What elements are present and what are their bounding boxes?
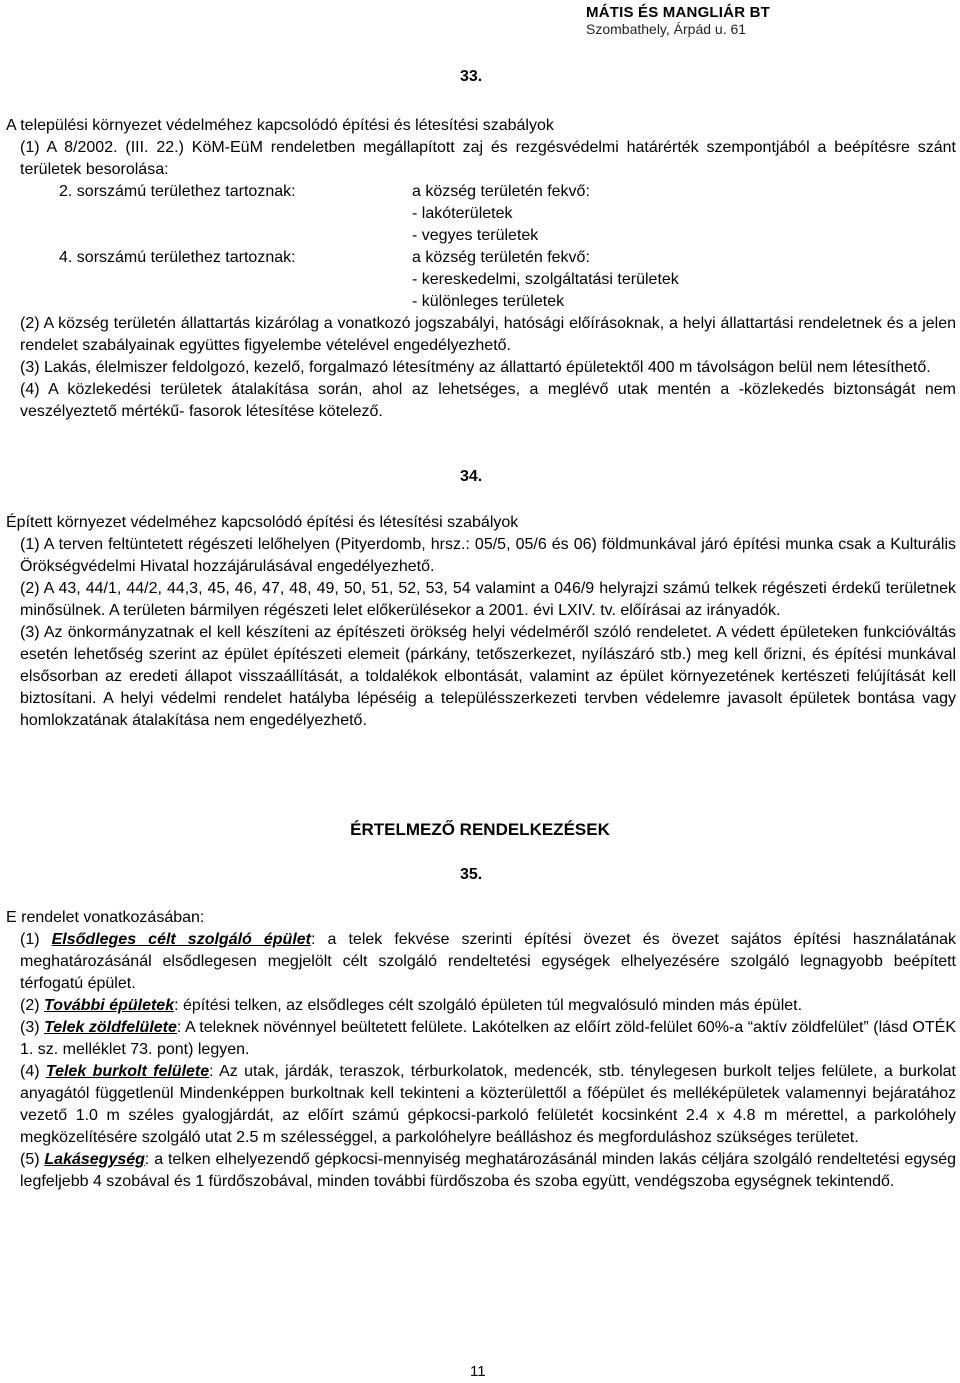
page-number: 11 — [470, 1363, 486, 1380]
section-35-number: 35. — [460, 866, 483, 883]
section-35-intro: E rendelet vonatkozásában: — [6, 909, 205, 926]
zone-row — [6, 269, 956, 291]
zone-row — [6, 203, 956, 225]
document-header — [586, 4, 770, 38]
definitions-heading: ÉRTELMEZŐ RENDELKEZÉSEK — [350, 820, 610, 839]
definition-term: Elsődleges célt szolgáló épület — [51, 931, 311, 948]
section-34-body — [6, 512, 956, 732]
definition-2: (2) További épületek: építési telken, az elsődleges célt szolgáló épületen túl megvalósuló minden más épület. — [20, 997, 803, 1014]
zone-label: 2. sorszámú területhez tartoznak: — [59, 183, 296, 200]
section-33-number: 33. — [460, 68, 483, 85]
zone-row — [6, 247, 956, 269]
zone-item: - különleges területek — [412, 293, 565, 310]
section-34-para-2: (2) A 43, 44/1, 44/2, 44,3, 45, 46, 47, 48, 49, 50, 51, 52, 53, 54 valamint a 046/9 helyrajzi számú telkek régészeti érdekű területnek minősülnek. A területen bármilyen régészeti lelet előkerülésekor a 2001. évi LXIV. tv. előírásai az irányadók. — [20, 580, 956, 619]
zone-row — [6, 291, 956, 313]
section-33-para-1: (1) A 8/2002. (III. 22.) KöM-EüM rendeletben megállapított zaj és rezgésvédelmi határérték szempontjából a beépítésre szánt területek besorolása: — [20, 139, 956, 178]
zone-label: 4. sorszámú területhez tartoznak: — [59, 249, 296, 266]
definition-3: (3) Telek zöldfelülete: A teleknek növénnyel beültetett felülete. Lakótelken az előírt zöld-felület 60%-a “aktív zöldfelület” (lásd OTÉK 1. sz. melléklet 73. pont) legyen. — [20, 1019, 956, 1058]
company-name: MÁTIS ÉS MANGLIÁR BT — [586, 4, 770, 21]
section-34-para-3: (3) Az önkormányzatnak el kell készíteni az építészeti örökség helyi védelméről szóló rendeletet. A védett épületeken funkcióváltás esetén lehetőség szerint az épület építészeti elemeit (párkány, tetőszerkezet, nyílászáró stb.) meg kell őrizni, és építési munkával elsősorban az eredeti állapot visszaállítását, a toldalékok elbontását, valamint az épület környezetének kertészeti felújítását kell biztosítani. A helyi védelmi rendelet hatályba lépéséig a településszerkezeti tervben védelemre javasolt épületek bontása vagy homlokzatának átalakítása nem engedélyezhető. — [20, 624, 956, 729]
definition-5: (5) Lakásegység: a telken elhelyezendő gépkocsi-mennyiség meghatározásánál minden lakás céljára szolgáló rendeltetési egység legfeljebb 4 szobával és 1 fürdőszobával, minden további fürdőszoba és szoba együtt, vendégszoba egységnek tekintendő. — [20, 1151, 957, 1190]
section-34-title: Épített környezet védelméhez kapcsolódó építési és létesítési szabályok — [6, 514, 519, 531]
section-33-para-3: (3) Lakás, élelmiszer feldolgozó, kezelő, forgalmazó létesítmény az állattartó épületektől 400 m távolságon belül nem létesíthető. — [20, 359, 931, 376]
definition-term: További épületek — [44, 997, 175, 1014]
section-33-para-2: (2) A község területén állattartás kizárólag a vonatkozó jogszabályi, hatósági előírásoknak, a helyi állattartási rendeletnek és a jelen rendelet szabályainak együttes figyelembe vételével engedélyezhető. — [20, 315, 956, 354]
definition-1: (1) Elsődleges célt szolgáló épület: a telek fekvése szerinti építési övezet és övezet sajátos építési használatának meghatározásánál elsődlegesen megjelölt célt szolgáló rendeltetési egységek elhelyezésére szolgáló legnagyobb beépített térfogatú épület. — [20, 931, 957, 992]
zone-item: - kereskedelmi, szolgáltatási területek — [412, 271, 679, 288]
zone-row — [6, 181, 956, 203]
section-35-body — [6, 907, 956, 1193]
definition-4: (4) Telek burkolt felülete: Az utak, járdák, teraszok, térburkolatok, medencék, stb. ténylegesen burkolt teljes felülete, a burkolat anyagától függetlenül Mindenképpen burkoltnak kell tekinteni a közterülettől a főépület és melléképületek valamennyi bejáratához vezető 1.0 m széles gyalogjárdát, az előírt számú gépkocsi-parkoló felületét kocsinként 2.4 x 4.8 m mérettel, a parkolóhely megközelítésére szolgáló utat 2.5 m szélességgel, a parkolóhelyre beálláshoz és megforduláshoz szükséges területet. — [20, 1063, 956, 1146]
zone-item: - lakóterületek — [412, 205, 513, 222]
company-address: Szombathely, Árpád u. 61 — [586, 21, 747, 37]
section-34-para-1: (1) A terven feltüntetett régészeti lelőhelyen (Pityerdomb, hrsz.: 05/5, 05/6 és 06) földmunkával járó építési munka csak a Kulturális Örökségvédelmi Hivatal hozzájárulásával engedélyezhető. — [20, 536, 956, 575]
zone-location: a község területén fekvő: — [412, 249, 590, 266]
definition-term: Telek burkolt felülete — [45, 1063, 210, 1080]
zone-item: - vegyes területek — [412, 227, 539, 244]
definition-term: Lakásegység — [44, 1151, 145, 1168]
zone-location: a község területén fekvő: — [412, 183, 590, 200]
zone-row — [6, 225, 956, 247]
section-34-number: 34. — [460, 468, 483, 485]
definition-term: Telek zöldfelülete — [44, 1019, 177, 1036]
section-33-para-4: (4) A közlekedési területek átalakítása során, ahol az lehetséges, a meglévő utak mentén a -közlekedés biztonságát nem veszélyeztető mértékű- fasorok létesítése kötelező. — [20, 381, 956, 420]
section-33-title: A települési környezet védelméhez kapcsolódó építési és létesítési szabályok — [6, 117, 554, 134]
section-33-body — [6, 115, 956, 423]
